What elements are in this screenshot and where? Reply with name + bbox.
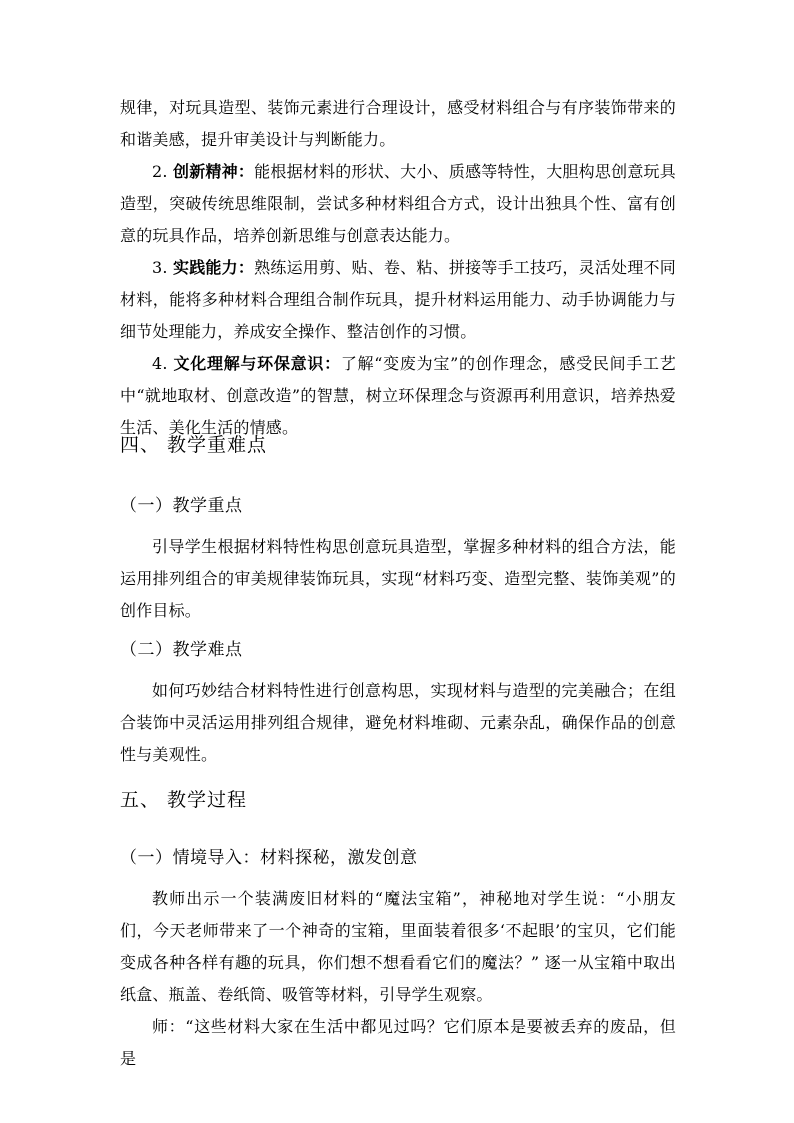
- objective-separator: ：: [324, 354, 341, 373]
- objective-1-tail: 规律，对玩具造型、装饰元素进行合理设计，感受材料组合与有序装饰带来的和谐美感，提升审美设计与判断能力。: [120, 98, 676, 149]
- intro-body: [120, 883, 676, 1011]
- section-4-sub1-heading-wrap: [120, 491, 676, 521]
- section-5-heading-wrap: [120, 785, 676, 815]
- section-4-heading: 四、 教学重难点: [120, 434, 268, 456]
- objective-text: 能根据材料的形状、大小、质感等特性，大胆构思创意玩具造型，突破传统思维限制，尝试多种材料组合方式，设计出独具个性、富有创意的玩具作品，培养创新思维与创意表达能力。: [120, 162, 676, 245]
- objective-2: [120, 156, 676, 252]
- intro-paragraph-1: 教师出示一个装满废旧材料的“魔法宝箱”，神秘地对学生说：“小朋友们，今天老师带来了一个神奇的宝箱，里面装着很多‘不起眼’的宝贝，它们能变成各种各样有趣的玩具，你们想不想看看它们的魔法？” 逐一从宝箱中取出纸盒、瓶盖、卷纸筒、吸管等材料，引导学生观察。: [120, 889, 676, 1004]
- intro-heading: （一）情境导入：材料探秘，激发创意: [120, 848, 418, 868]
- difficulties-body: [120, 675, 676, 771]
- objective-number: 4.: [152, 354, 168, 373]
- objective-number: 3.: [152, 258, 168, 277]
- objective-paragraph: [120, 156, 676, 252]
- key-points-heading: （一）教学重点: [120, 496, 243, 516]
- intro-body-2: [120, 1011, 676, 1075]
- objective-number: 2.: [152, 162, 168, 181]
- key-points-text: 引导学生根据材料特性构思创意玩具造型，掌握多种材料的组合方法，能运用排列组合的审美规律装饰玩具，实现“材料巧变、造型完整、装饰美观”的创作目标。: [120, 537, 676, 620]
- difficulties-heading: （二）教学难点: [120, 640, 243, 660]
- intro-paragraph-2: 师：“这些材料大家在生活中都见过吗？它们原本是要被丢弃的废品，但是: [120, 1017, 676, 1068]
- key-points-body: [120, 531, 676, 627]
- objective-label: 文化理解与环保意识: [173, 354, 325, 373]
- objective-label: 创新精神: [172, 162, 238, 181]
- section-5-heading: 五、 教学过程: [120, 789, 248, 811]
- section-5-sub1-heading-wrap: [120, 843, 676, 873]
- objective-paragraph: [120, 252, 676, 348]
- objective-text: 了解“变废为宝”的创作理念，感受民间手工艺中“就地取材、创意改造”的智慧，树立环保理念与资源再利用意识，培养热爱生活、美化生活的情感。: [120, 354, 676, 437]
- objective-text: 熟练运用剪、贴、卷、粘、拼接等手工技巧，灵活处理不同材料，能将多种材料合理组合制作玩具，提升材料运用能力、动手协调能力与细节处理能力，养成安全操作、整洁创作的习惯。: [120, 258, 676, 341]
- difficulties-text: 如何巧妙结合材料特性进行创意构思，实现材料与造型的完美融合；在组合装饰中灵活运用排列组合规律，避免材料堆砌、元素杂乱，确保作品的创意性与美观性。: [120, 681, 676, 764]
- section-4-sub2-heading-wrap: [120, 635, 676, 665]
- objectives-continuation: [120, 92, 676, 156]
- objective-3: [120, 252, 676, 348]
- section-4-heading-wrap: [120, 430, 676, 460]
- objective-label: 实践能力: [172, 258, 238, 277]
- objective-separator: ：: [237, 258, 255, 277]
- objective-separator: ：: [237, 162, 255, 181]
